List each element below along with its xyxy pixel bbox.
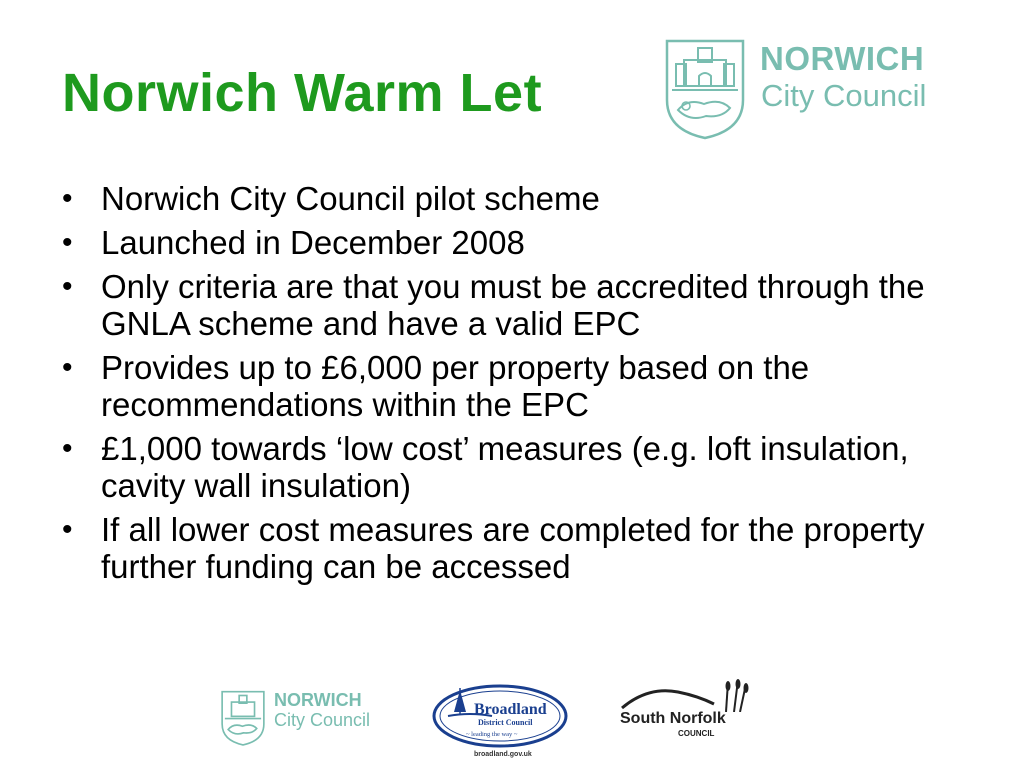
logo-title: NORWICH: [760, 40, 925, 77]
bullet-text: Launched in December 2008: [101, 224, 525, 261]
partner-logos-footer: [0, 672, 1024, 768]
bullet-list: [60, 180, 980, 592]
south-norfolk-sub: COUNCIL: [678, 729, 715, 738]
norwich-city-council-logo: [664, 38, 964, 142]
bullet-text: If all lower cost measures are completed for the property further funding can be accessed: [101, 511, 925, 585]
bullet-text: Provides up to £6,000 per property based on the recommendations within the EPC: [101, 349, 810, 423]
broadland-url: broadland.gov.uk: [474, 751, 532, 758]
list-item: [60, 349, 980, 423]
south-norfolk-name: South Norfolk: [620, 710, 726, 727]
bullet-icon: •: [62, 513, 73, 546]
list-item: [60, 224, 980, 261]
norwich-crest-icon: [220, 690, 266, 746]
broadland-name: Broadland: [474, 701, 547, 718]
bullet-icon: •: [62, 226, 73, 259]
broadland-sub: District Council: [478, 718, 533, 727]
bullet-icon: •: [62, 432, 73, 465]
list-item: [60, 268, 980, 342]
bullet-text: Norwich City Council pilot scheme: [101, 180, 600, 217]
bullet-icon: •: [62, 270, 73, 303]
bullet-text: Only criteria are that you must be accredited through the GNLA scheme and have a valid EPC: [101, 268, 925, 342]
south-norfolk-emblem-icon: [618, 678, 758, 712]
footer-south-norfolk-logo: [618, 678, 758, 758]
list-item: [60, 180, 980, 217]
bullet-icon: •: [62, 182, 73, 215]
list-item: [60, 511, 980, 585]
list-item: [60, 430, 980, 504]
footer-norwich-logo: [220, 690, 390, 750]
bullet-icon: •: [62, 351, 73, 384]
slide-title: Norwich Warm Let: [62, 63, 543, 123]
broadland-logo-icon: [430, 682, 570, 762]
bullet-text: £1,000 towards ‘low cost’ measures (e.g. loft insulation, cavity wall insulation): [101, 430, 909, 504]
norwich-crest-icon: [664, 38, 746, 140]
footer-norwich-subtitle: City Council: [274, 710, 371, 730]
footer-norwich-title: NORWICH: [274, 690, 362, 710]
footer-broadland-logo: [430, 682, 570, 762]
broadland-tagline: ~ leading the way ~: [466, 731, 518, 738]
logo-subtitle: City Council: [761, 78, 927, 113]
